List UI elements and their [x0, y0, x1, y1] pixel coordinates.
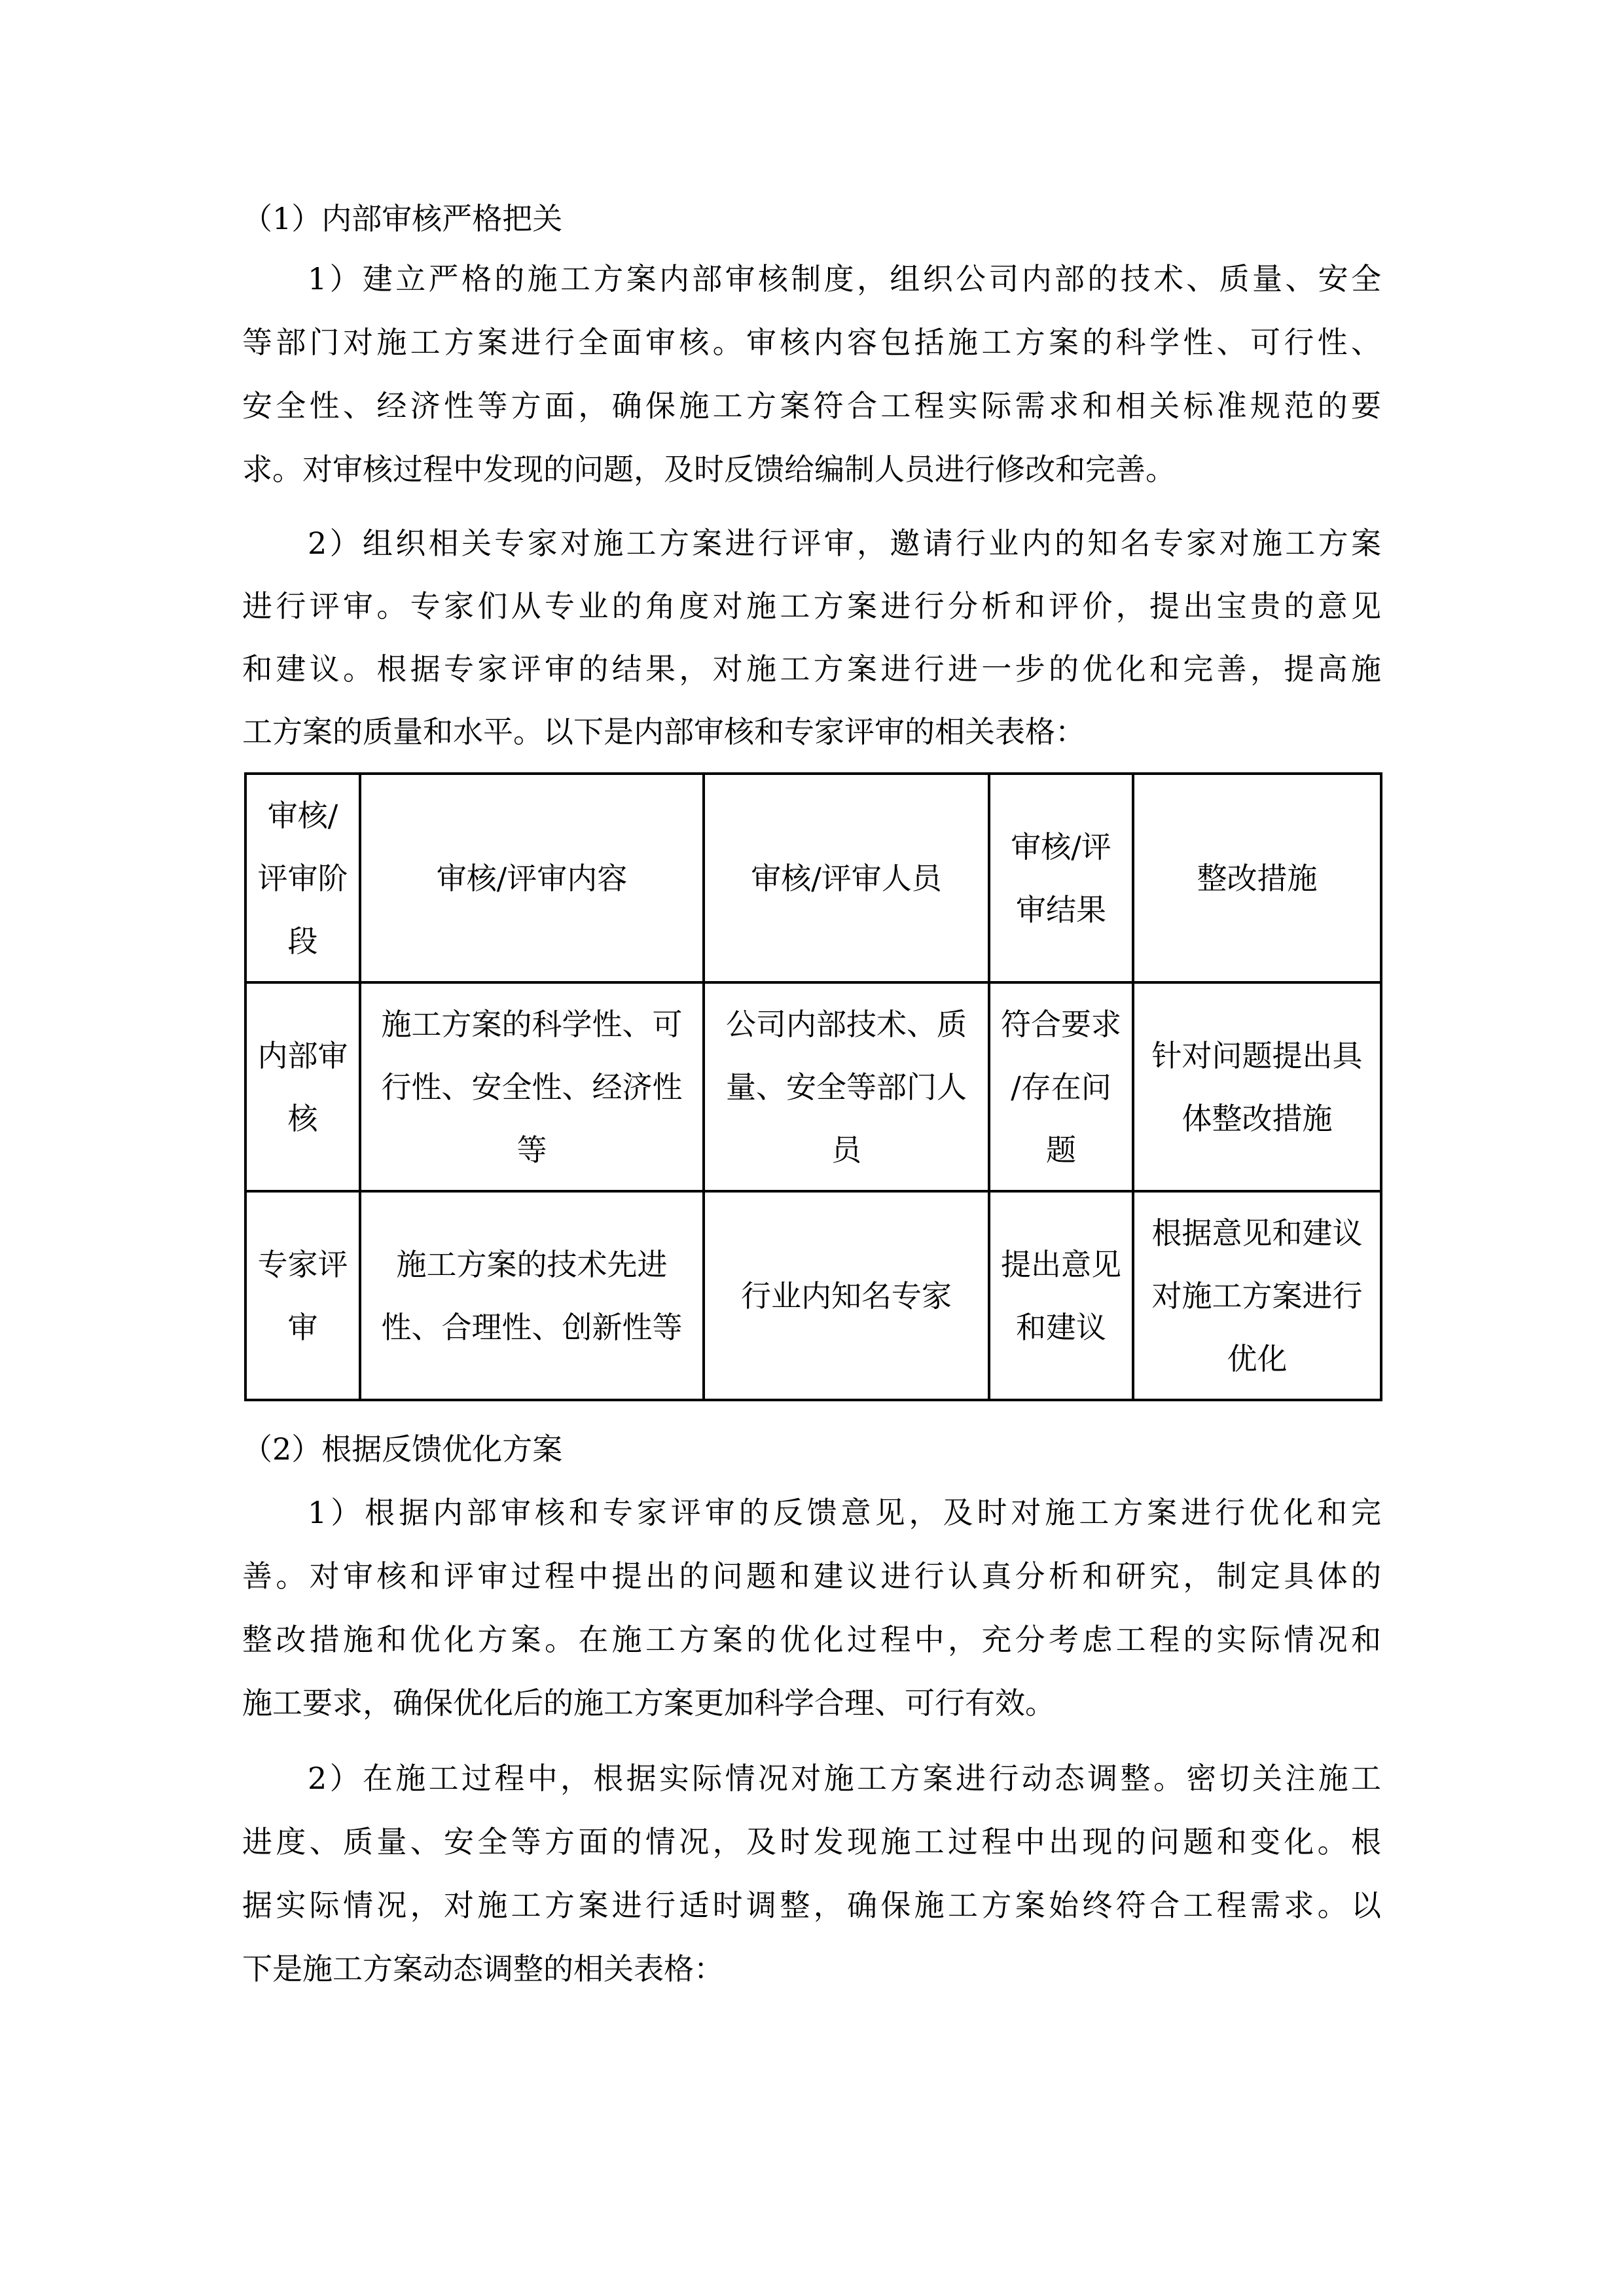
cell-measures: 根据意见和建议 对施工方案进行 优化	[1133, 1191, 1381, 1400]
paragraph-line: 2）组织相关专家对施工方案进行评审，邀请行业内的知名专家对施工方案	[308, 526, 1381, 561]
table-row	[245, 1191, 1381, 1400]
cell-result: 提出意见 和建议	[989, 1191, 1133, 1400]
cell-content: 施工方案的技术先进 性、合理性、创新性等	[360, 1191, 704, 1400]
paragraph-line: 施工要求，确保优化后的施工方案更加科学合理、可行有效。	[242, 1685, 1055, 1721]
cell-result: 符合要求 /存在问 题	[989, 982, 1133, 1191]
cell-stage: 专家评 审	[245, 1191, 360, 1400]
cell-measures: 针对问题提出具 体整改措施	[1133, 982, 1381, 1191]
paragraph-line: 进行评审。专家们从专业的角度对施工方案进行分析和评价，提出宝贵的意见	[242, 588, 1381, 624]
cell-personnel: 公司内部技术、质 量、安全等部门人 员	[704, 982, 989, 1191]
review-table	[244, 772, 1382, 1401]
paragraph-line: 进度、质量、安全等方面的情况，及时发现施工过程中出现的问题和变化。根	[242, 1824, 1381, 1859]
paragraph-line: 整改措施和优化方案。在施工方案的优化过程中，充分考虑工程的实际情况和	[242, 1622, 1381, 1657]
cell-content: 施工方案的科学性、可 行性、安全性、经济性 等	[360, 982, 704, 1191]
header-content: 审核/评审内容	[360, 774, 704, 982]
paragraph-line: 1）根据内部审核和专家评审的反馈意见，及时对施工方案进行优化和完	[308, 1495, 1381, 1530]
section-1-heading: （1）内部审核严格把关	[242, 201, 563, 236]
table-header-row	[245, 774, 1381, 982]
paragraph-line: 安全性、经济性等方面，确保施工方案符合工程实际需求和相关标准规范的要	[242, 388, 1381, 423]
paragraph-line: 1）建立严格的施工方案内部审核制度，组织公司内部的技术、质量、安全	[308, 261, 1381, 296]
paragraph-line: 下是施工方案动态调整的相关表格：	[242, 1951, 724, 1986]
header-measures: 整改措施	[1133, 774, 1381, 982]
paragraph-line: 求。对审核过程中发现的问题，及时反馈给编制人员进行修改和完善。	[242, 452, 1176, 487]
paragraph-line: 等部门对施工方案进行全面审核。审核内容包括施工方案的科学性、可行性、	[242, 325, 1381, 360]
header-stage: 审核/ 评审阶 段	[245, 774, 360, 982]
header-personnel: 审核/评审人员	[704, 774, 989, 982]
paragraph-line: 据实际情况，对施工方案进行适时调整，确保施工方案始终符合工程需求。以	[242, 1888, 1381, 1923]
section-2-heading: （2）根据反馈优化方案	[242, 1431, 563, 1467]
paragraph-line: 工方案的质量和水平。以下是内部审核和专家评审的相关表格：	[242, 714, 1085, 749]
cell-personnel: 行业内知名专家	[704, 1191, 989, 1400]
cell-stage: 内部审 核	[245, 982, 360, 1191]
paragraph-line: 善。对审核和评审过程中提出的问题和建议进行认真分析和研究，制定具体的	[242, 1558, 1381, 1594]
table-row	[245, 982, 1381, 1191]
paragraph-line: 和建议。根据专家评审的结果，对施工方案进行进一步的优化和完善，提高施	[242, 651, 1381, 687]
header-result: 审核/评 审结果	[989, 774, 1133, 982]
paragraph-line: 2）在施工过程中，根据实际情况对施工方案进行动态调整。密切关注施工	[308, 1761, 1381, 1796]
